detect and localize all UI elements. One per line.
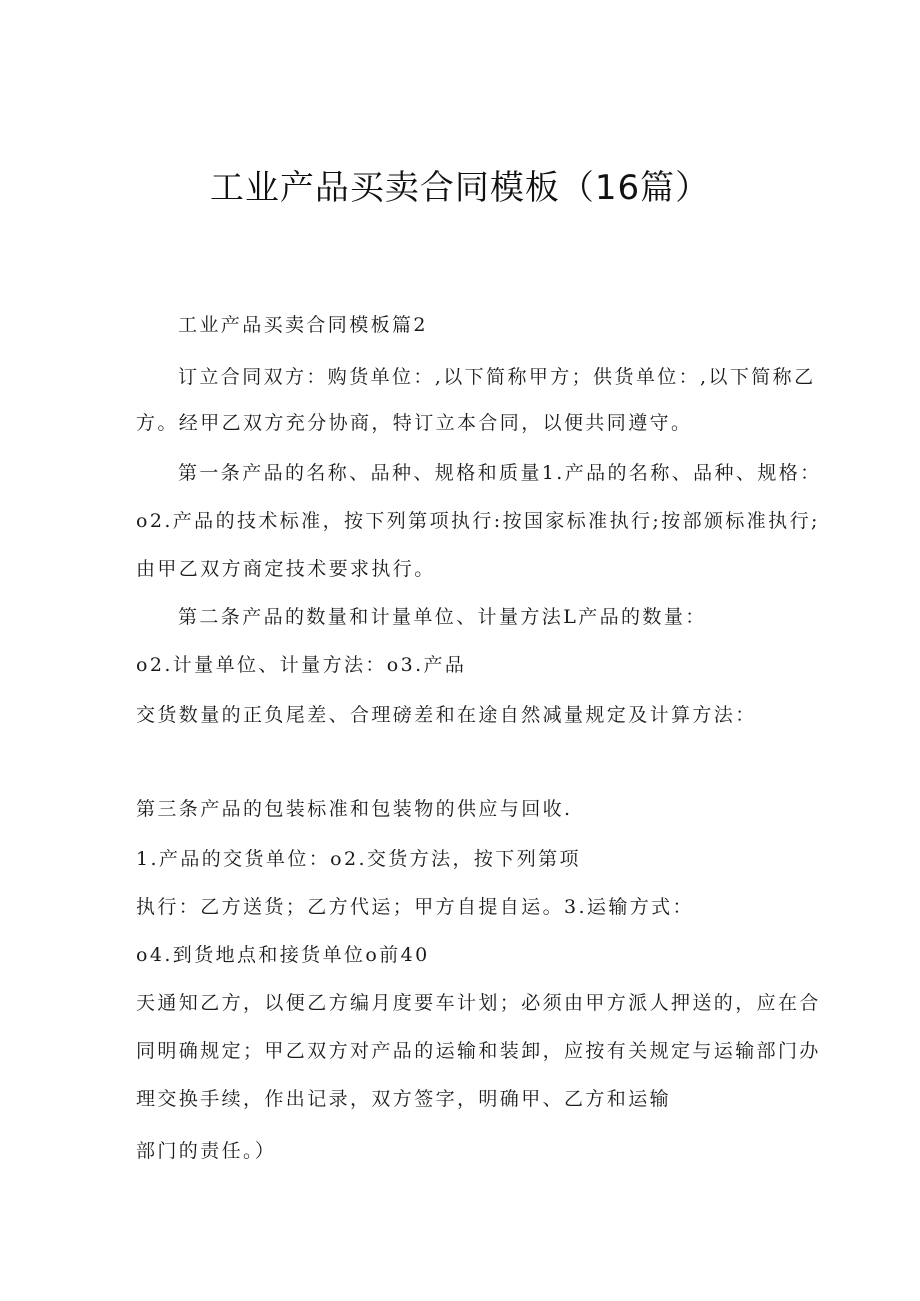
- paragraph-line: 1.产品的交货单位：o2.交货方法，按下列第项: [136, 848, 581, 870]
- paragraph-line: 第二条产品的数量和计量单位、计量方法L产品的数量：: [178, 606, 707, 628]
- paragraph-line: 同明确规定；甲乙双方对产品的运输和装卸，应按有关规定与运输部门办: [136, 1040, 821, 1062]
- paragraph-line: 执行：乙方送货；乙方代运；甲方自提自运。3.运输方式：: [136, 896, 694, 918]
- paragraph-line: 理交换手续，作出记录，双方签字，明确甲、乙方和运输: [136, 1088, 672, 1110]
- paragraph-line: 由甲乙双方商定技术要求执行。: [136, 558, 436, 580]
- paragraph-line: 交货数量的正负尾差、合理磅差和在途自然减量规定及计算方法：: [136, 704, 757, 726]
- paragraph-line: 方。经甲乙双方充分协商，特订立本合同，以便共同遵守。: [136, 412, 693, 434]
- paragraph-line: o4.到货地点和接货单位o前40: [136, 944, 430, 966]
- paragraph-line: o2.计量单位、计量方法：o3.产品: [136, 654, 467, 676]
- paragraph-line: 第一条产品的名称、品种、规格和质量1.产品的名称、品种、规格：: [178, 462, 822, 484]
- paragraph-line: 部门的责任。）: [136, 1140, 277, 1162]
- paragraph-line: 天通知乙方，以便乙方编月度要车计划；必须由甲方派人押送的，应在合: [136, 992, 821, 1014]
- paragraph-line: 第三条产品的包装标准和包装物的供应与回收.: [136, 798, 573, 820]
- section-heading: 工业产品买卖合同模板篇2: [178, 314, 428, 336]
- paragraph-line: o2.产品的技术标准，按下列第项执行:按国家标准执行;按部颁标准执行;: [136, 510, 820, 532]
- paragraph-line: 订立合同双方：购货单位：,以下简称甲方；供货单位：,以下简称乙: [178, 366, 816, 388]
- document-title: 工业产品买卖合同模板（16篇）: [209, 168, 711, 208]
